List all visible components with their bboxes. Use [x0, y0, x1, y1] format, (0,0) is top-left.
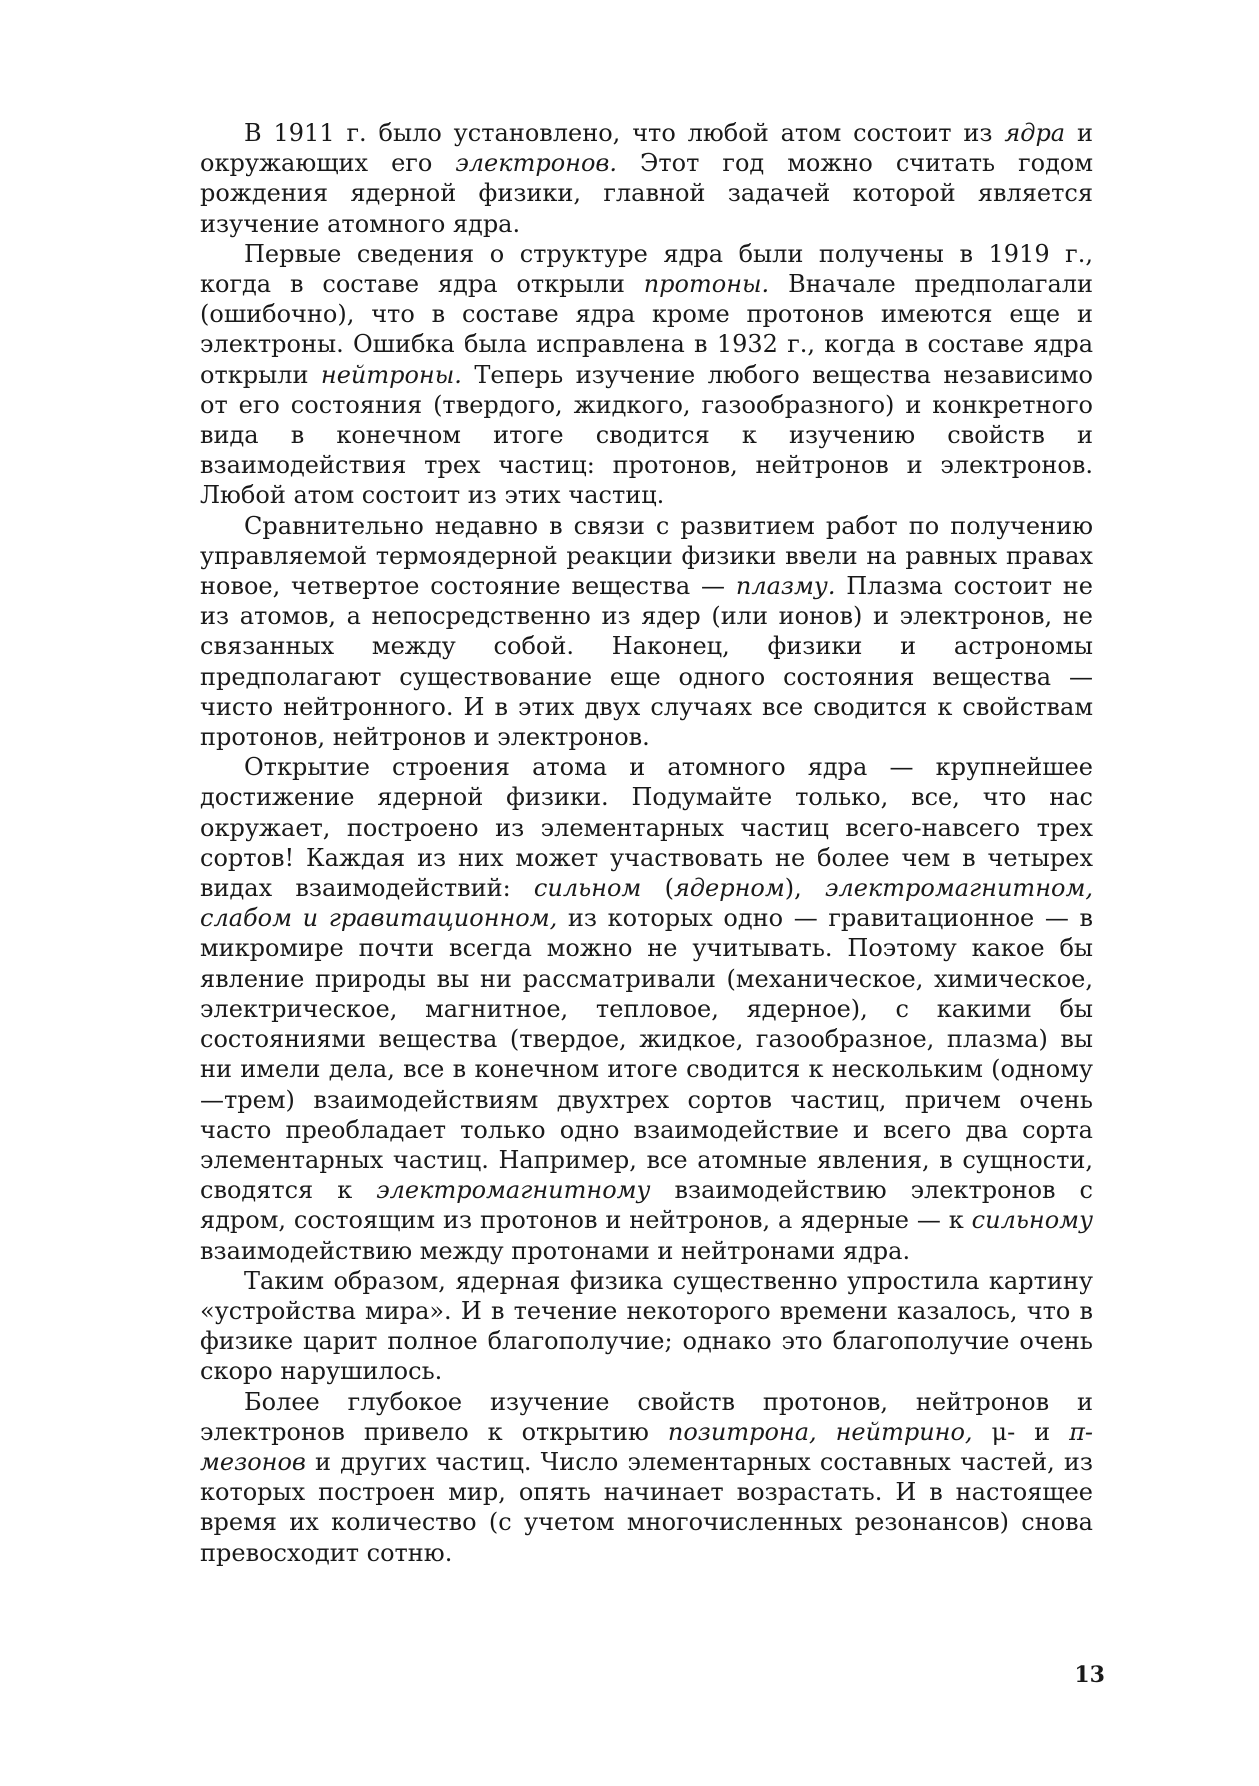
- italic-term: электромагнитному: [376, 1176, 651, 1205]
- text-run: взаимодействию электронов с ядром, состоящим из протонов и нейтронов, а ядерные — к: [200, 1176, 1093, 1235]
- text-run: В 1911 г. было установлено, что любой атом состоит из: [244, 119, 1005, 147]
- text-run: Теперь изучение любого вещества независимо от его состояния (твердого, жидкого, газообразного) и конкретного вида в конечном итоге сводится к изучению свойств и взаимодействия трех частиц: протонов, нейтронов и электронов. Любой атом состоит из этих частиц.: [200, 360, 1093, 510]
- italic-term: плазму.: [735, 572, 836, 601]
- text-run: Вначале предполагали (ошибочно), что в составе ядра кроме протонов имеются еще и электроны. Ошибка была исправлена в 1932 г., когда в составе ядра открыли: [200, 270, 1093, 389]
- italic-term: электронов.: [455, 149, 617, 178]
- body-text: [200, 118, 1093, 1568]
- paragraph: [200, 511, 1093, 753]
- italic-term: позитрона, нейтрино,: [667, 1417, 973, 1446]
- italic-term: электромагнитном, слабом и гравитационном,: [200, 874, 1093, 933]
- text-run: Более глубокое изучение свойств протонов, нейтронов и электронов привело к открытию: [200, 1387, 1093, 1446]
- text-run: Сравнительно недавно в связи с развитием работ по получению управляемой термоядерной реакции физики ввели на равных правах новое, четвертое состояние вещества —: [200, 511, 1093, 601]
- text-run: (: [641, 874, 674, 903]
- text-run: Таким образом, ядерная физика существенно упростила картину «устройства мира». И в течение некоторого времени казалось, что в физике царит полное благополучие; однако это благополучие очень скоро нарушилось.: [200, 1266, 1093, 1386]
- italic-term: протоны.: [643, 270, 770, 299]
- text-run: Первые сведения о структуре ядра были получены в 1919 г., когда в составе ядра открыли: [200, 239, 1093, 299]
- text-run: из которых одно — гравитационное — в микромире почти всегда можно не учитывать. Поэтому какое бы явление природы вы ни рассматривали (механическое, химическое, электрическое, магнитное, тепловое, ядерное), с какими бы состояниями вещества (твердое, жидкое, газообразное, плазма) вы ни имели дела, все в конечном итоге сводится к нескольким (одному—трем) взаимодействиям двухтрех сортов частиц, причем очень часто преобладает только одно взаимодействие и всего два сорта элементарных частиц. Например, все атомные явления, в сущности, сводятся к: [200, 904, 1093, 1205]
- paragraph: [200, 239, 1093, 511]
- paragraph: [200, 118, 1093, 239]
- paragraph: [200, 1266, 1093, 1387]
- paragraph: [200, 752, 1093, 1265]
- text-run: Плазма состоит не из атомов, а непосредственно из ядер (или ионов) и электронов, не связанных между собой. Наконец, физики и астрономы предполагают существование еще одного состояния вещества — чисто нейтронного. И в этих двух случаях все сводится к свойствам протонов, нейтронов и электронов.: [200, 572, 1093, 752]
- italic-term: ядерном: [673, 874, 785, 903]
- text-run: и окружающих его: [200, 119, 1093, 178]
- text-run: Открытие строения атома и атомного ядра — крупнейшее достижение ядерной физики. Подумайте только, все, что нас окружает, построено из элементарных частиц всего-навсего трех сортов! Каждая из них может участвовать не более чем в четырех видах взаимодействий:: [200, 753, 1093, 903]
- text-run: ),: [784, 874, 825, 903]
- italic-term: ядра: [1004, 119, 1066, 147]
- text-run: Этот год можно считать годом рождения ядерной физики, главной задачей которой является изучение атомного ядра.: [200, 149, 1094, 238]
- italic-term: сильному: [971, 1206, 1093, 1235]
- page-number: 13: [1074, 1662, 1105, 1688]
- italic-term: сильном: [533, 874, 642, 903]
- text-run: μ- и: [972, 1417, 1070, 1446]
- italic-term: нейтроны.: [320, 360, 462, 389]
- paragraph: [200, 1387, 1093, 1568]
- text-run: взаимодействию между протонами и нейтронами ядра.: [200, 1236, 911, 1265]
- text-run: и других частиц. Число элементарных составных частей, из которых построен мир, опять начинает возрастать. И в настоящее время их количество (с учетом многочисленных резонансов) снова превосходит сотню.: [200, 1447, 1093, 1567]
- italic-term: π-мезонов: [200, 1417, 1093, 1476]
